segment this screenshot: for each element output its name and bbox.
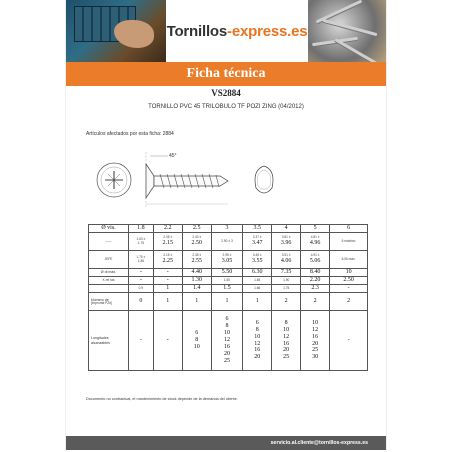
table-cell: 1.4 <box>182 285 211 293</box>
table-cell: 1.30 <box>182 277 211 285</box>
table-cell: 6.06 máx. <box>330 251 368 269</box>
table-cell: 2.20 <box>301 277 330 285</box>
row-label: JEFE <box>89 251 129 269</box>
diameter-cell: 3.5 <box>243 225 272 233</box>
diameter-cell: 1.8 <box>129 225 154 233</box>
logo-text: Tornillos-express.es <box>166 22 308 40</box>
table-row <box>89 285 368 293</box>
tools-photo <box>66 0 166 62</box>
table-cell: 10 <box>330 269 368 277</box>
table-cell: 6 8 10 <box>182 311 211 371</box>
row-label: Número de [impronta PZ#] <box>89 293 129 311</box>
footer-bar <box>66 436 386 450</box>
table-cell: 2.15 ± 2.25 <box>153 251 182 269</box>
diameter-cell: 3 <box>211 225 242 233</box>
table-cell: 2 <box>272 293 301 311</box>
table-cell: 1.65 <box>243 277 272 285</box>
table-row <box>89 233 368 251</box>
table-row <box>89 293 368 311</box>
table-cell: 6 8 10 12 16 20 <box>243 311 272 371</box>
brand-logo[interactable] <box>166 0 308 62</box>
table-cell: 4.91 ± 5.06 <box>301 251 330 269</box>
table-cell: 5.50 <box>211 269 242 277</box>
table-cell: 6 máximo <box>330 233 368 251</box>
table-cell: 1.66 <box>243 285 272 293</box>
table-row <box>89 311 368 371</box>
title-bar <box>66 62 386 86</box>
row-label: Longitudes alcanzables <box>89 311 129 371</box>
sheet-title: Ficha técnica <box>186 66 266 81</box>
table-cell: - <box>129 269 154 277</box>
table-cell: - <box>129 311 154 371</box>
table-cell: 0 <box>129 293 154 311</box>
head-angle-label: 45° <box>169 153 177 159</box>
screws-photo <box>308 0 386 62</box>
diameter-cell: 2.2 <box>153 225 182 233</box>
trilobular-section-view <box>255 166 273 193</box>
table-cell: 3.81 ± 3.96 <box>272 233 301 251</box>
table-cell: - <box>330 285 368 293</box>
table-cell: 2 <box>330 293 368 311</box>
table-cell: 3.91 ± 4.06 <box>272 251 301 269</box>
disclaimer-note: Documento no contractual, el mantenimiento de stock depende de la demanda del cliente. <box>86 397 238 401</box>
table-cell: 1 <box>153 285 182 293</box>
table-cell: 2.95 ± 3.05 <box>211 251 242 269</box>
hand-image <box>114 20 154 48</box>
table-cell: 7.35 <box>272 269 301 277</box>
specification-table <box>88 224 368 371</box>
pozi-head-top-view <box>97 163 131 197</box>
table-cell: - <box>153 269 182 277</box>
product-code: VS2884 <box>211 88 241 98</box>
table-cell: - <box>153 311 182 371</box>
row-label: —— <box>89 233 129 251</box>
table-cell: 1 <box>182 293 211 311</box>
table-header-cell: Ø vis. <box>89 225 129 233</box>
contact-email-link[interactable]: servicio.al.cliente@tornillos-express.es <box>270 440 368 446</box>
table-cell: 10 12 16 20 25 30 <box>301 311 330 371</box>
datasheet-page <box>66 0 386 452</box>
table-cell: - <box>330 311 368 371</box>
table-cell: 2 <box>301 293 330 311</box>
table-cell: 1 <box>153 293 182 311</box>
diameter-cell: 5 <box>301 225 330 233</box>
row-label <box>89 285 129 293</box>
table-cell: 3.37 ± 3.47 <box>243 233 272 251</box>
screw-side-view <box>146 152 228 208</box>
table-cell: 2.05 ± 2.15 <box>153 233 182 251</box>
table-cell: 1 <box>243 293 272 311</box>
table-row <box>89 251 368 269</box>
diameter-cell: 2.5 <box>182 225 211 233</box>
screw-technical-drawing <box>94 146 284 214</box>
row-label: K ref tas <box>89 277 129 285</box>
table-cell: 2.90 ± 3 <box>211 233 242 251</box>
table-cell: 4.40 <box>182 269 211 277</box>
diameter-cell: 4 <box>272 225 301 233</box>
table-cell: 1.90 <box>272 277 301 285</box>
table-cell: 4.81 ± 4.96 <box>301 233 330 251</box>
table-cell: 2.3 <box>301 285 330 293</box>
table-cell: 8 10 12 16 20 25 <box>272 311 301 371</box>
table-cell: 0.9 <box>129 285 154 293</box>
table-cell: 1.75 <box>272 285 301 293</box>
table-cell: 2.45 ± 2.55 <box>182 251 211 269</box>
diameter-cell: 6 <box>330 225 368 233</box>
table-cell: 1 <box>211 293 242 311</box>
table-cell: 6.30 <box>243 269 272 277</box>
table-cell: 2.50 <box>330 277 368 285</box>
table-cell: 6 8 10 12 16 20 25 <box>211 311 242 371</box>
table-cell: 1.75 ± 1.85 <box>129 251 154 269</box>
table-row <box>89 277 368 285</box>
table-cell: - <box>153 277 182 285</box>
header-banner <box>66 0 386 62</box>
table-row <box>89 269 368 277</box>
product-description: TORNILLO PVC 45 TRILOBULO TF POZI ZING (04/2012) <box>148 104 304 110</box>
table-cell: 1.5 <box>211 285 242 293</box>
table-cell: 3.45 ± 3.55 <box>243 251 272 269</box>
affected-articles: Artículos afectados por esta ficha: 2884 <box>86 131 174 137</box>
row-label: Ø di máx. <box>89 269 129 277</box>
table-cell: 1.50 <box>211 277 242 285</box>
table-row <box>89 225 368 233</box>
table-cell: - <box>129 277 154 285</box>
table-cell: 1.63 ± 1.75 <box>129 233 154 251</box>
table-cell: 2.40 ± 2.50 <box>182 233 211 251</box>
table-cell: 8.40 <box>301 269 330 277</box>
